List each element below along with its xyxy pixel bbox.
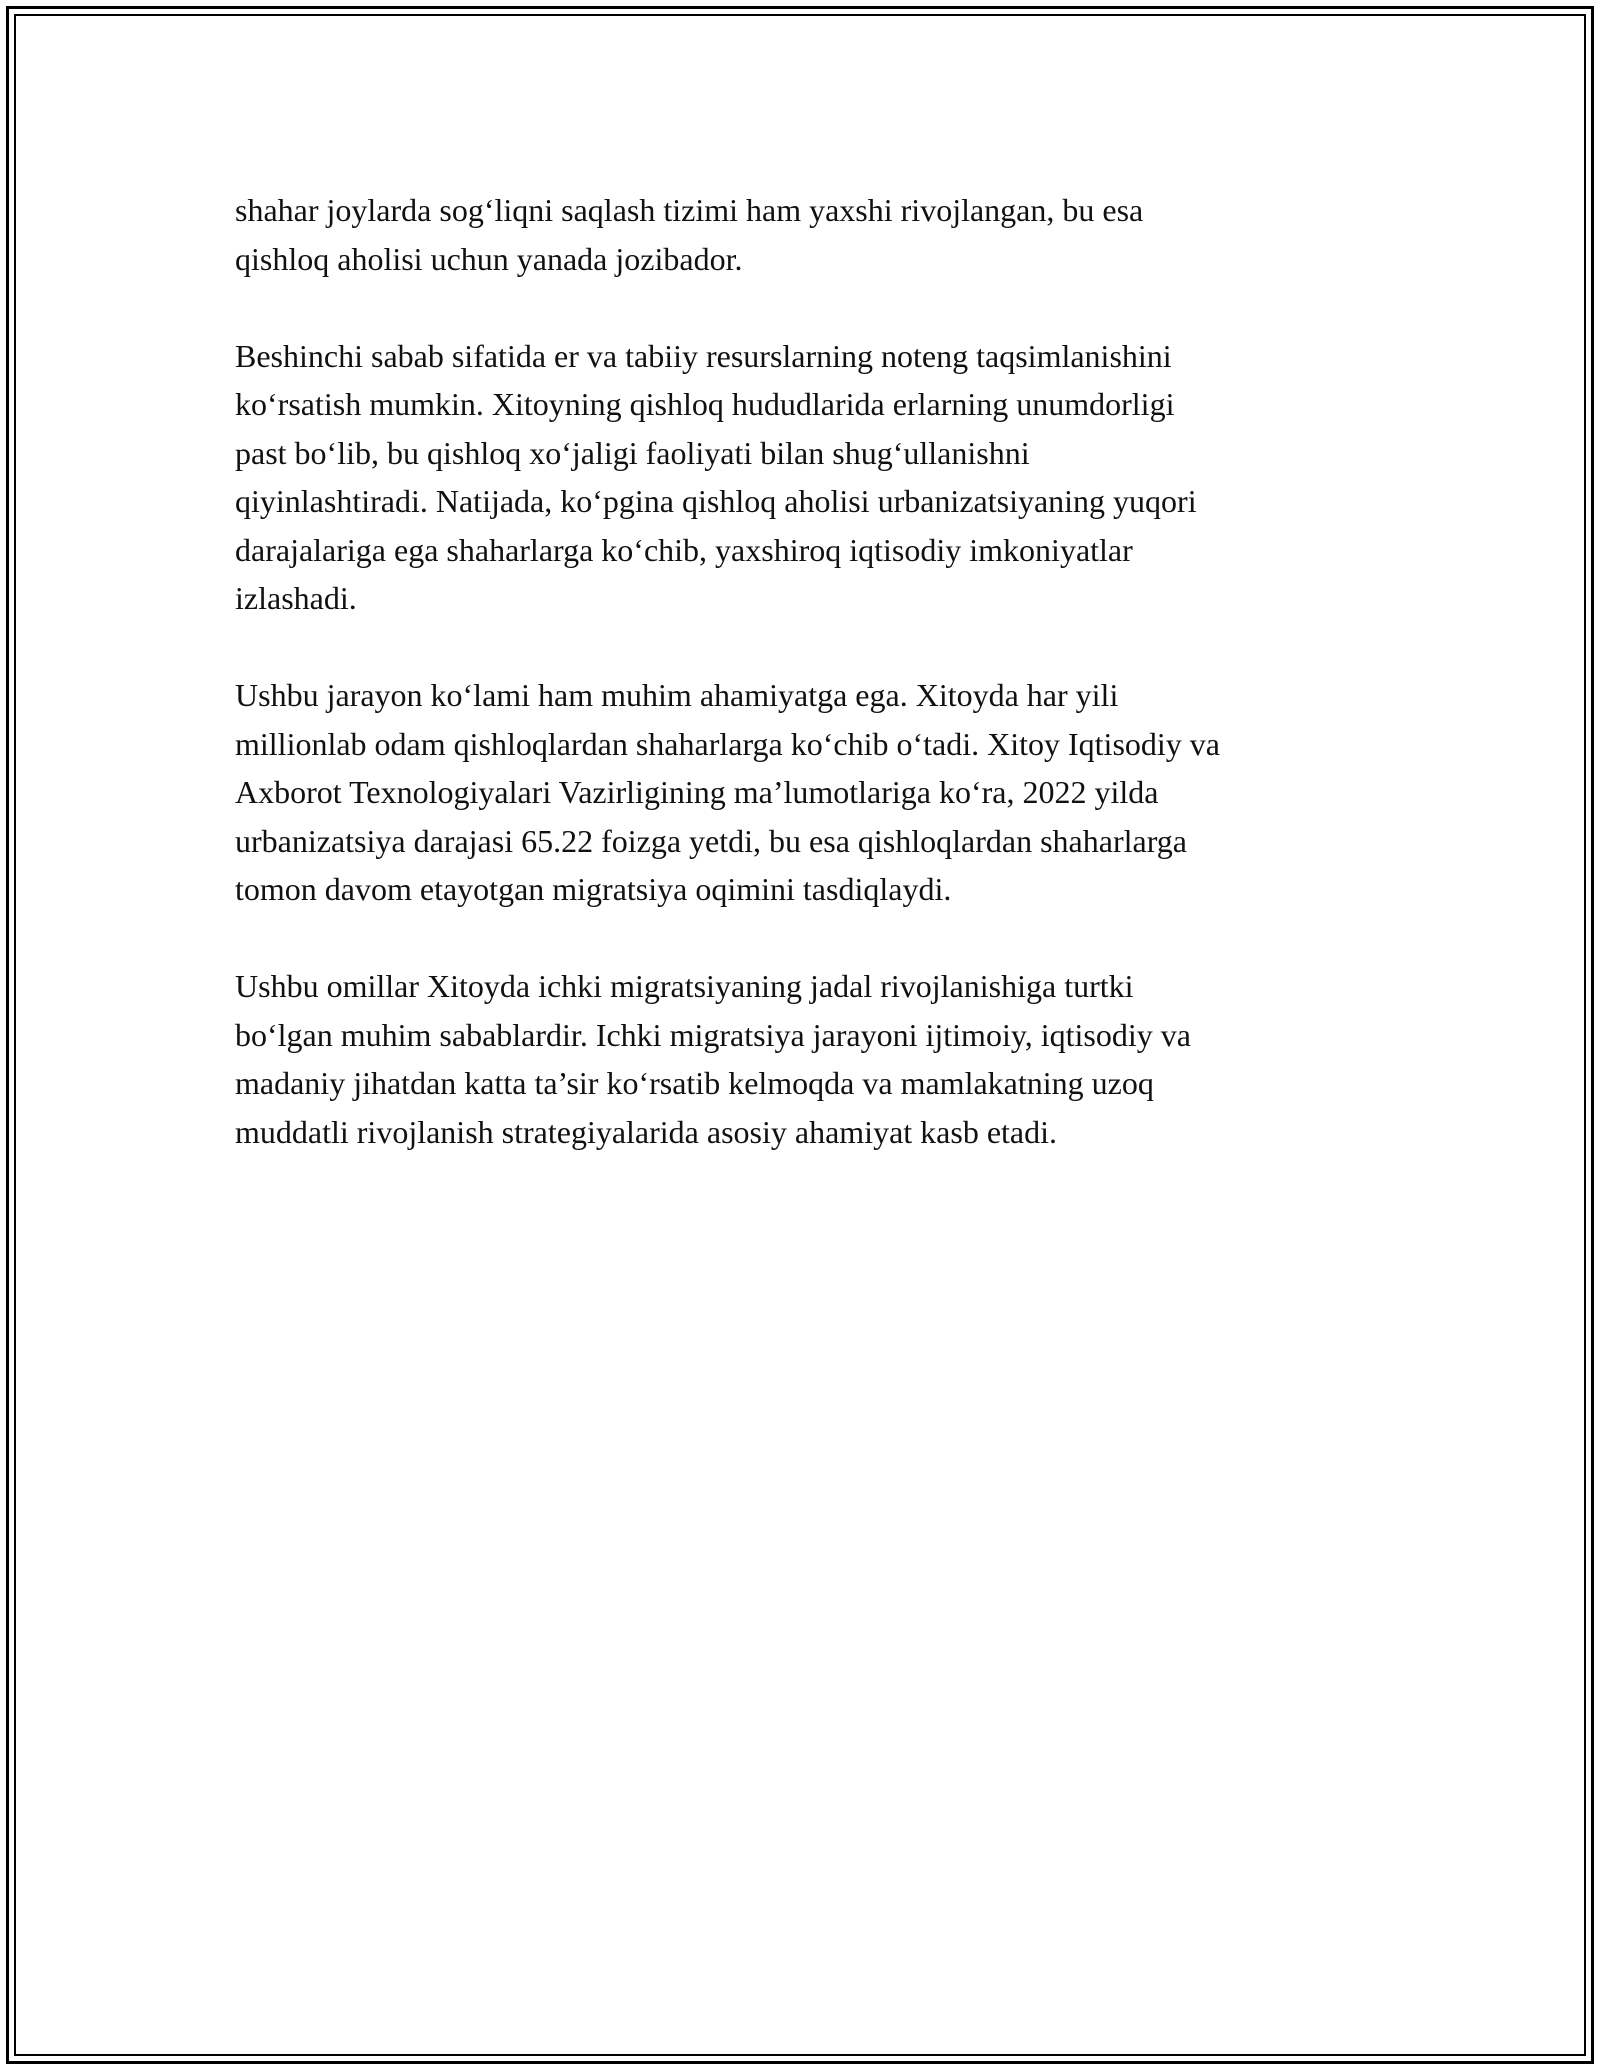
text-line: madaniy jihatdan katta ta’sir ko‘rsatib kelmoqda va mamlakatning uzoq [235, 1065, 1154, 1101]
text-line: izlashadi. [235, 580, 357, 616]
text-line: qishloq aholisi uchun yanada jozibador. [235, 240, 743, 277]
text-line: Axborot Texnologiyalari Vazirligining ma’lumotlariga ko‘ra, 2022 yilda [235, 774, 1159, 810]
text-line: ko‘rsatish mumkin. Xitoyning qishloq hududlarida erlarning unumdorligi [235, 386, 1175, 422]
paragraph-1 [235, 186, 1385, 283]
text-line: urbanizatsiya darajasi 65.22 foizga yetdi, bu esa qishloqlardan shaharlarga [235, 822, 1187, 859]
paragraph-2 [235, 332, 1385, 623]
text-line: tomon davom etayotgan migratsiya oqimini tasdiqlaydi. [235, 871, 952, 907]
document-body [235, 186, 1385, 1205]
text-line: darajalariga ega shaharlarga ko‘chib, yaxshiroq iqtisodiy imkoniyatlar [235, 531, 1133, 568]
text-line: past bo‘lib, bu qishloq xo‘jaligi faoliyati bilan shug‘ullanishni [235, 434, 1030, 471]
paragraph-4 [235, 962, 1385, 1156]
text-line: shahar joylarda sog‘liqni saqlash tizimi ham yaxshi rivojlangan, bu esa [235, 192, 1144, 228]
text-line: muddatli rivojlanish strategiyalarida asosiy ahamiyat kasb etadi. [235, 1113, 1057, 1150]
text-line: Beshinchi sabab sifatida er va tabiiy resurslarning noteng taqsimlanishini [235, 337, 1172, 374]
text-line: bo‘lgan muhim sabablardir. Ichki migratsiya jarayoni ijtimoiy, iqtisodiy va [235, 1016, 1191, 1053]
paragraph-3 [235, 671, 1385, 914]
text-line: Ushbu jarayon ko‘lami ham muhim ahamiyatga ega. Xitoyda har yili [235, 677, 1119, 713]
text-line: qiyinlashtiradi. Natijada, ko‘pgina qishloq aholisi urbanizatsiyaning yuqori [235, 483, 1197, 519]
text-line: millionlab odam qishloqlardan shaharlarga ko‘chib o‘tadi. Xitoy Iqtisodiy va [235, 725, 1220, 762]
text-line: Ushbu omillar Xitoyda ichki migratsiyaning jadal rivojlanishiga turtki [235, 968, 1134, 1004]
